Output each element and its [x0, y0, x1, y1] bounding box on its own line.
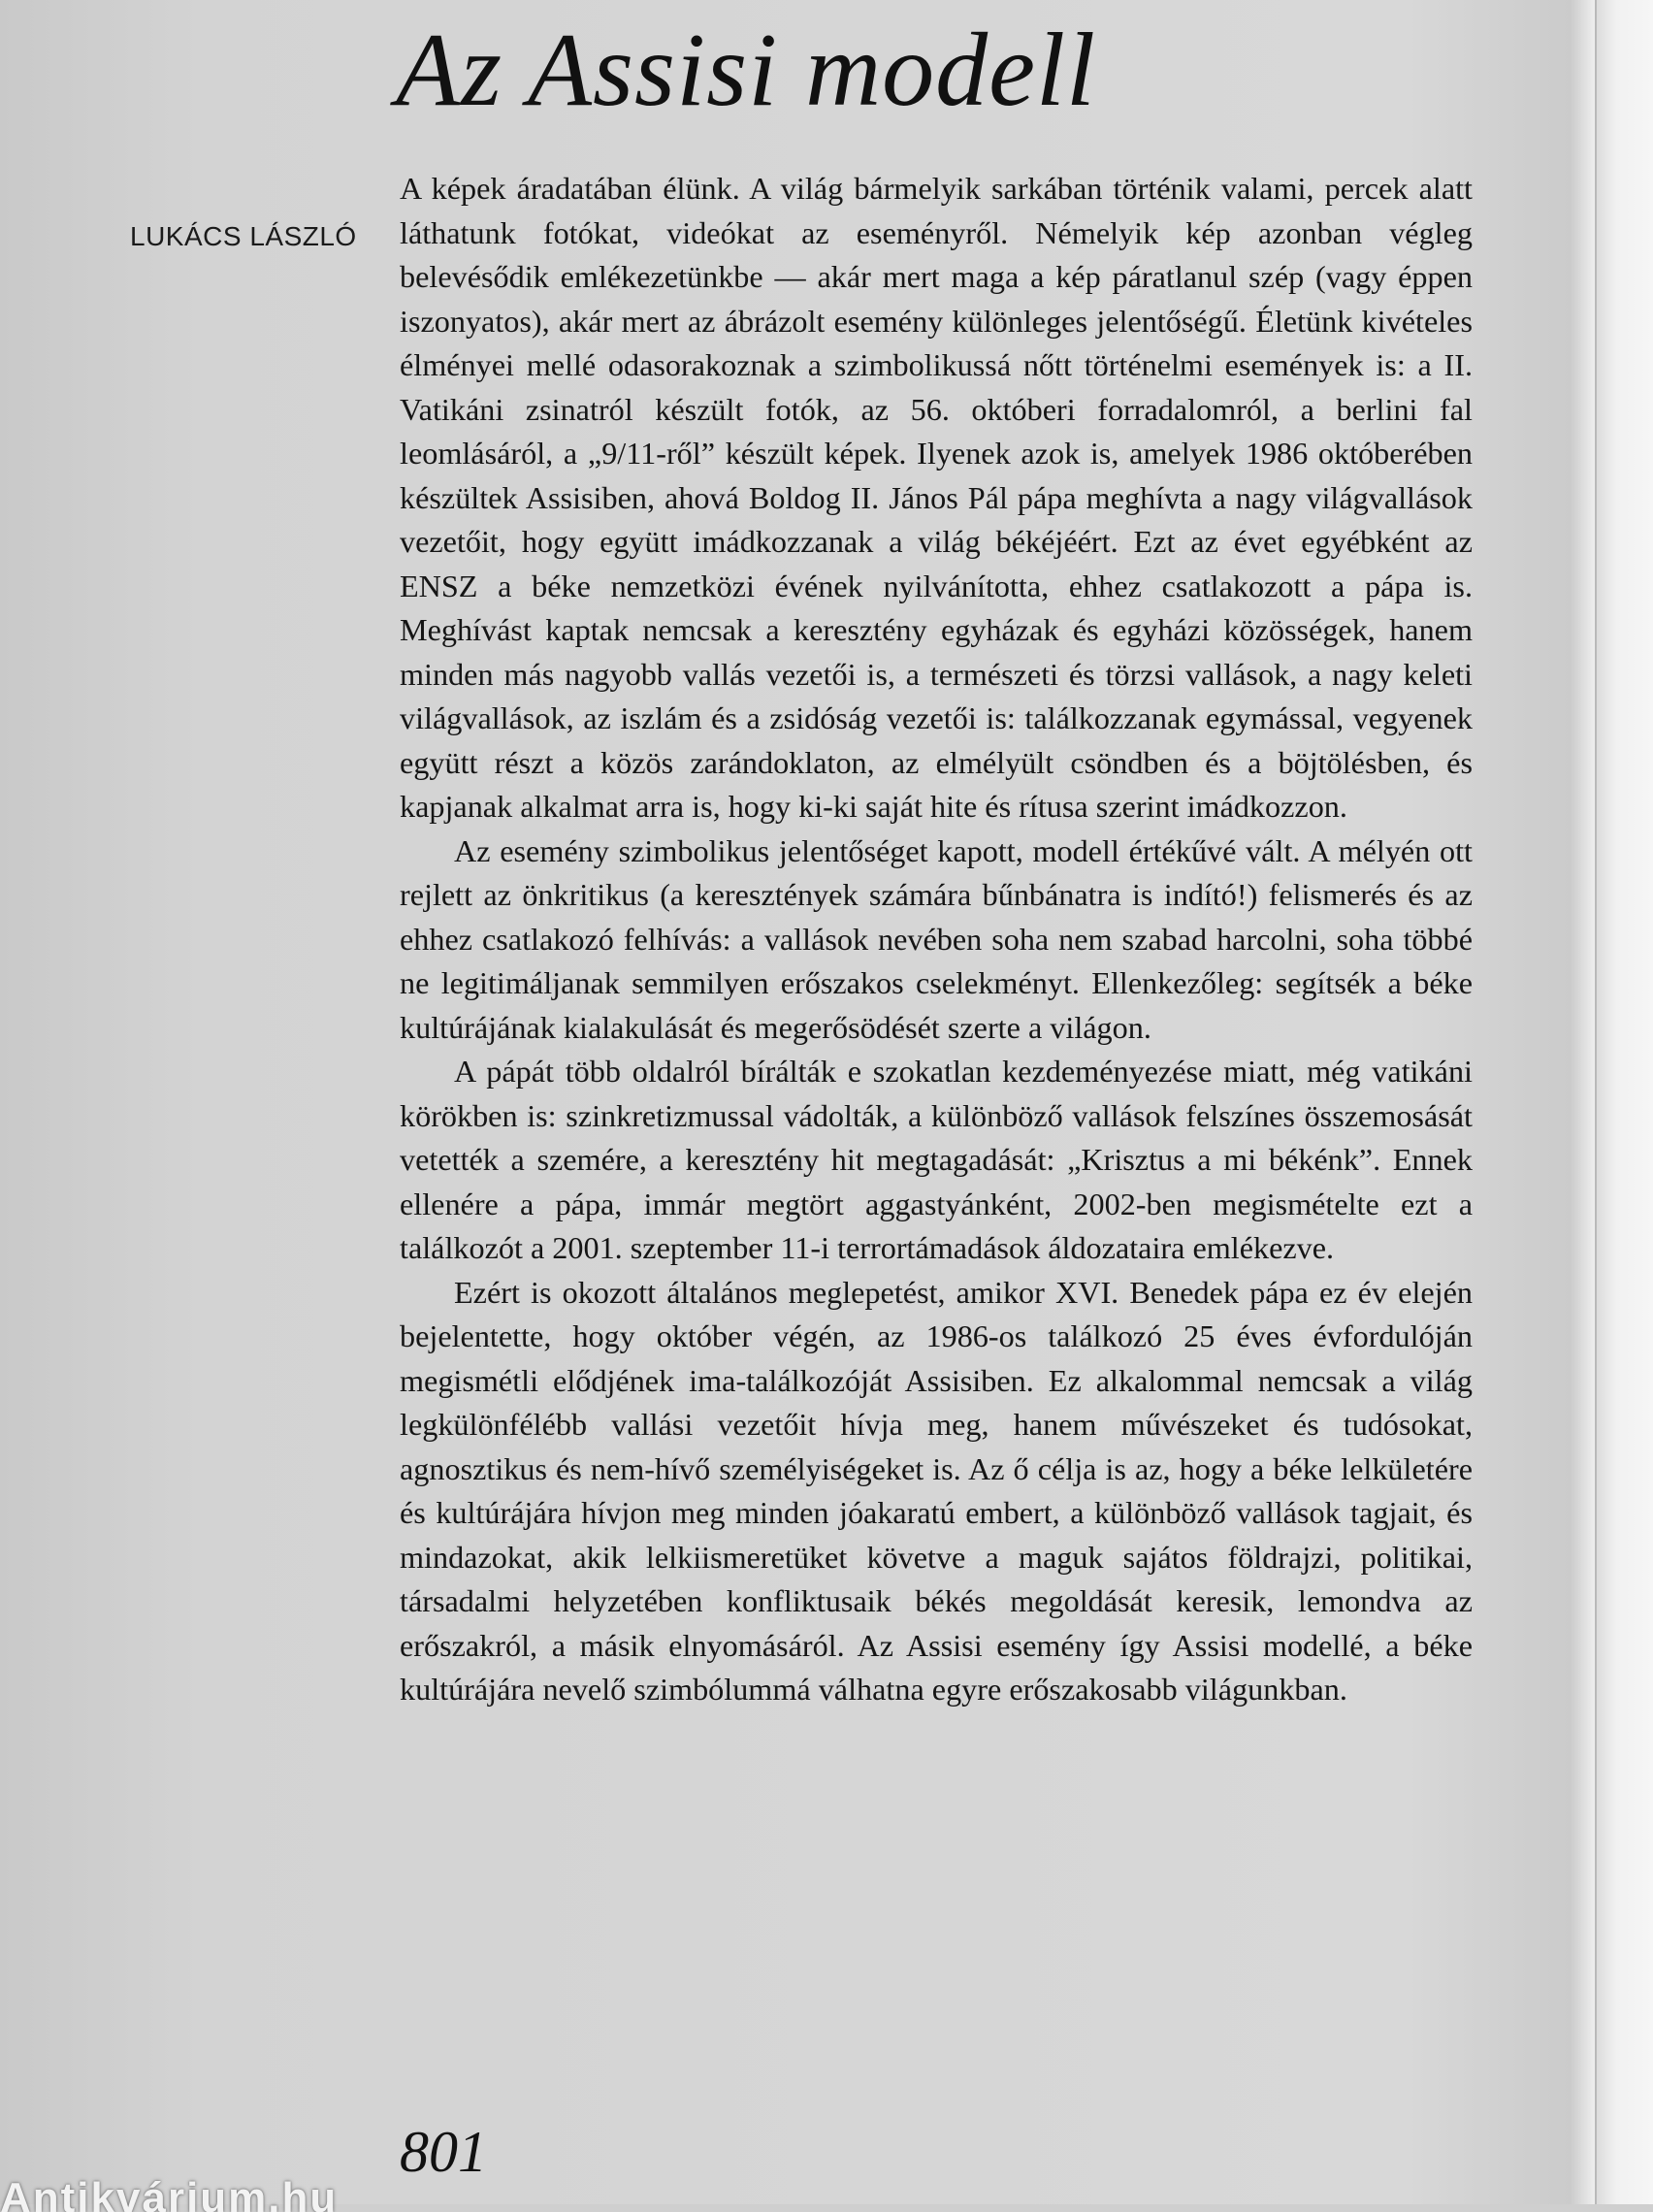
paragraph-1: A képek áradatában élünk. A világ bármelyik sarkában történik valami, percek alatt láthatunk fotókat, videókat az eseményről. Némelyik kép azonban végleg belevésődik emlékezetünkbe — akár mert maga a kép páratlanul szép (vagy éppen iszonyatos), akár mert az ábrázolt esemény különleges jelentőségű. Életünk kivételes élményei mellé odasorakoznak a szimbolikussá nőtt történelmi események is: a II. Vatikáni zsinatról készült fotók, az 56. októberi forradalomról, a berlini fal leomlásáról, a „9/11-ről” készült képek. Ilyenek azok is, amelyek 1986 októberében készültek Assisiben, ahová Boldog II. János Pál pápa meghívta a nagy világvallások vezetőit, hogy együtt imádkozzanak a világ békéjéért. Ezt az évet egyébként az ENSZ a béke nemzetközi évének nyilvánította, ehhez csatlakozott a pápa is. Meghívást kaptak nemcsak a keresztény egyházak és egyházi közösségek, hanem minden más nagyobb vallás vezetői is, a természeti és törzsi vallások, a nagy keleti világvallások, az iszlám és a zsidóság vezetői is: találkozzanak egymással, vegyenek együtt részt a közös zarándoklaton, az elmélyült csöndben és a böjtölésben, és kapjanak alkalmat arra is, hogy ki-ki saját hite és rítusa szerint imádkozzon. [400, 171, 1473, 824]
author-name: LUKÁCS LÁSZLÓ [130, 221, 357, 251]
article-title: Az Assisi modell [396, 13, 1097, 128]
paragraph-2: Az esemény szimbolikus jelentőséget kapott, modell értékűvé vált. A mélyén ott rejlett az önkritikus (a keresztények számára bűnbánatra is indító!) felismerés és az ehhez csatlakozó felhívás: a vallások nevében soha nem szabad harcolni, soha többé ne legitimáljanak semmilyen erőszakos cselekményt. Ellenkezőleg: segítsék a béke kultúrájának kialakulását és megerősödését szerte a világon. [400, 832, 1473, 1045]
page-edge [1595, 0, 1653, 2204]
paragraph-3: A pápát több oldalról bírálták e szokatlan kezdeményezése miatt, még vatikáni körökben is: szinkretizmussal vádolták, a különböző vallások felszínes összemosását vetették a szemére, a keresztény hit megtagadását: „Krisztus a mi békénk”. Ennek ellenére a pápa, immár megtört aggastyánként, 2002-ben megismételte ezt a találkozót a 2001. szeptember 11-i terrortámadások áldozataira emlékezve. [400, 1054, 1473, 1265]
article-body [400, 167, 1473, 1712]
paragraph-4: Ezért is okozott általános meglepetést, amikor XVI. Benedek pápa ez év elején bejelentette, hogy október végén, az 1986-os találkozó 25 éves évfordulóján megismétli elődjének ima-találkozóját Assisiben. Ez alkalommal nemcsak a világ legkülönfélébb vallási vezetőit hívja meg, hanem művészeket és tudósokat, agnosztikus és nem-hívő személyiségeket is. Az ő célja is az, hogy a béke lelkületére és kultúrájára hívjon meg minden jóakaratú embert, a különböző vallások tagjait, és mindazokat, akik lelkiismeretüket követve a maguk sajátos földrajzi, politikai, társadalmi helyzetében konfliktusaik békés megoldását keresik, lemondva az erőszakról, a másik elnyomásáról. Az Assisi esemény így Assisi modellé, a béke kultúrájára nevelő szimbólummá válhatna egyre erőszakosabb világunkban. [400, 1274, 1473, 1707]
watermark: Antikvárium.hu [0, 2174, 339, 2212]
page-number: 801 [400, 2120, 487, 2184]
